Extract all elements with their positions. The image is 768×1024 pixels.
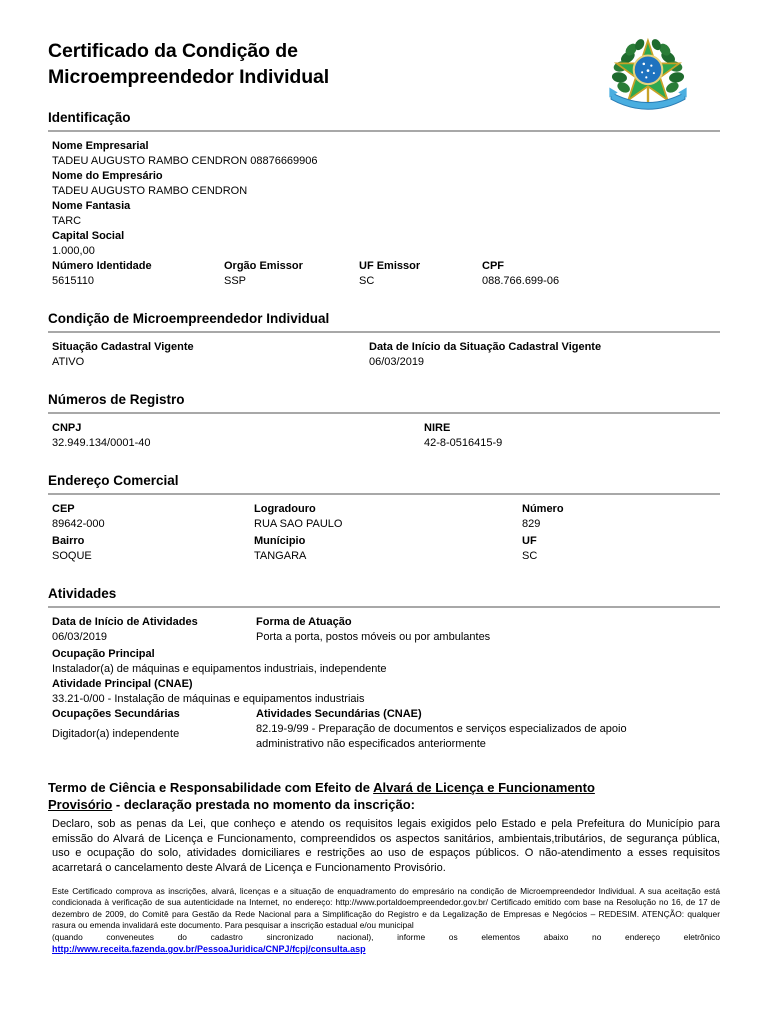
- field-cnpj: [52, 421, 150, 451]
- field-value: TADEU AUGUSTO RAMBO CENDRON 08876669906: [52, 155, 318, 167]
- termo-title-underlined-2: Provisório: [48, 797, 113, 812]
- section-divider: [48, 493, 720, 495]
- field-label: Nome Fantasia: [52, 200, 131, 212]
- field-label: Atividade Principal (CNAE): [52, 678, 193, 690]
- termo-title-underlined-1: Alvará de Licença e Funcionamento: [373, 780, 595, 795]
- section-divider: [48, 130, 720, 132]
- termo-title-part-1: Termo de Ciência e Responsabilidade com Efeito de: [48, 780, 374, 795]
- field-label: Ocupação Principal: [52, 648, 155, 660]
- atividades-row-1: [48, 615, 720, 647]
- field-label: Nome do Empresário: [52, 170, 163, 182]
- field-bairro: [52, 534, 92, 564]
- field-value: 829: [522, 518, 541, 530]
- field-numero: [522, 502, 564, 532]
- field-ocupacoes-secundarias: [52, 707, 247, 742]
- field-value: 06/03/2019: [369, 356, 425, 368]
- termo-title: [48, 779, 720, 813]
- field-value: 33.21-0/00 - Instalação de máquinas e equipamentos industriais: [52, 693, 365, 705]
- field-atividade-principal-cnae: [52, 677, 720, 707]
- section-divider: [48, 606, 720, 608]
- field-label: Número Identidade: [52, 260, 152, 272]
- field-label: Ocupações Secundárias: [52, 708, 180, 720]
- identificacao-fields: [48, 139, 720, 259]
- field-value: Digitador(a) independente: [52, 728, 180, 740]
- field-municipio: [254, 534, 306, 564]
- field-label: Capital Social: [52, 230, 125, 242]
- field-label: UF Emissor: [359, 260, 421, 272]
- atividades-principal: [48, 647, 720, 707]
- field-value: 06/03/2019: [52, 631, 108, 643]
- field-value: 89642-000: [52, 518, 105, 530]
- field-cep: [52, 502, 105, 532]
- field-value: RUA SAO PAULO: [254, 518, 343, 530]
- section-heading-endereco: Endereço Comercial: [48, 473, 179, 488]
- section-heading-registro: Números de Registro: [48, 392, 185, 407]
- field-value: Instalador(a) de máquinas e equipamentos industriais, independente: [52, 663, 387, 675]
- field-value: SOQUE: [52, 550, 92, 562]
- field-label: CEP: [52, 503, 75, 515]
- field-ocupacao-principal: [52, 647, 720, 677]
- termo-declaracao-text: Declaro, sob as penas da Lei, que conheço e atendo os requisitos legais exigidos pelo Estado e pela Prefeitura do Município para emissão do Alvará de Licença e Funcionamento, compreendidos os aspectos sanitários, ambientais,tributários, de segurança pública, uso e ocupação do solo, atividades domiciliares e restrições ao uso de espaços públicos. O não-atendimento a esses requisitos acarretará o cancelamento deste Alvará de Licença e Funcionamento Provisório.: [52, 818, 720, 874]
- field-orgao-emissor: [224, 259, 303, 289]
- field-uf: [522, 534, 537, 564]
- field-value: 5615110: [52, 275, 95, 287]
- field-label: UF: [522, 535, 537, 547]
- field-label: Orgão Emissor: [224, 260, 303, 272]
- registro-fields: [48, 421, 720, 453]
- section-divider: [48, 331, 720, 333]
- field-label: Situação Cadastral Vigente: [52, 341, 194, 353]
- field-label: Munícipio: [254, 535, 306, 547]
- page-title-line-1: Certificado da Condição de: [48, 40, 298, 62]
- atividades-secundarias-row: [48, 707, 720, 753]
- termo-title-part-2: - declaração prestada no momento da inscrição:: [112, 797, 415, 812]
- section-divider: [48, 412, 720, 414]
- endereco-row-1: [48, 502, 720, 534]
- field-nome-empresarial: [52, 139, 720, 169]
- field-label: Logradouro: [254, 503, 316, 515]
- fineprint-paragraph-2: (quando conveneutes do cadastro sincronizado nacional), informe os elementos abaixo no endereço eletrônico: [52, 931, 720, 942]
- termo-section: [48, 779, 720, 955]
- field-value: SC: [359, 275, 375, 287]
- field-value: ATIVO: [52, 356, 85, 368]
- field-label: Nome Empresarial: [52, 140, 149, 152]
- field-label: Bairro: [52, 535, 85, 547]
- endereco-row-2: [48, 534, 720, 566]
- section-heading-condicao: Condição de Microempreendedor Individual: [48, 311, 330, 326]
- receita-federal-consulta-link[interactable]: http://www.receita.fazenda.gov.br/PessoaJuridica/CNPJ/fcpj/consulta.asp: [52, 944, 366, 955]
- field-nome-empresario: [52, 169, 720, 199]
- field-data-inicio-situacao: [369, 340, 601, 370]
- field-label: Forma de Atuação: [256, 616, 352, 628]
- field-label: Atividades Secundárias (CNAE): [256, 708, 422, 720]
- condicao-fields: [48, 340, 720, 372]
- field-atividades-secundarias-cnae: [256, 707, 676, 752]
- fineprint-paragraph-1: Este Certificado comprova as inscrições, alvará, licenças e a situação de enquadramento do empresário na condição de Microempreendedor Individual. A sua aceitação está condicionada à verificação de sua autenticidade na Internet, no endereço: http://www.portaldoempreendedor.gov.br/ Certificado emitido com base na Resolução no 16, de 17 de dezembro de 2009, do Comitê para Gestão da Rede Nacional para a Simplificação do Registro e da Legalização de Empresas e Negócios – REDESIM. ATENÇÃO: qualquer rasura ou emenda invalidará este documento. Para pesquisar a inscrição estadual e/ou municipal: [52, 886, 720, 931]
- field-value: TANGARA: [254, 550, 307, 562]
- field-value: 32.949.134/0001-40: [52, 437, 151, 449]
- field-label: Data de Início de Atividades: [52, 616, 198, 628]
- document-header: [48, 0, 720, 90]
- field-value: TADEU AUGUSTO RAMBO CENDRON: [52, 185, 248, 197]
- field-nome-fantasia: [52, 199, 720, 229]
- field-value: 42-8-0516415-9: [424, 437, 503, 449]
- field-value: TARC: [52, 215, 82, 227]
- field-label: CPF: [482, 260, 504, 272]
- field-uf-emissor: [359, 259, 420, 289]
- field-situacao-cadastral: [52, 340, 194, 370]
- brazil-coat-of-arms-icon: [606, 32, 690, 116]
- field-value: SSP: [224, 275, 247, 287]
- field-logradouro: [254, 502, 342, 532]
- page-title: [48, 38, 568, 90]
- field-label: NIRE: [424, 422, 451, 434]
- field-value: 82.19-9/99 - Preparação de documentos e serviços especializados de apoio administrativo não especificados anteriormente: [256, 723, 627, 750]
- termo-fineprint: [48, 886, 720, 955]
- identificacao-document-row: [48, 259, 720, 291]
- field-value: SC: [522, 550, 538, 562]
- field-nire: [424, 421, 502, 451]
- field-value: 088.766.699-06: [482, 275, 560, 287]
- page-title-line-2: Microempreendedor Individual: [48, 66, 330, 88]
- field-value: Porta a porta, postos móveis ou por ambulantes: [256, 631, 491, 643]
- field-cpf: [482, 259, 559, 289]
- field-capital-social: [52, 229, 720, 259]
- field-label: Número: [522, 503, 564, 515]
- field-forma-atuacao: [256, 615, 490, 645]
- field-numero-identidade: [52, 259, 152, 289]
- section-heading-atividades: Atividades: [48, 586, 117, 601]
- field-value: 1.000,00: [52, 245, 95, 257]
- field-label: Data de Início da Situação Cadastral Vigente: [369, 341, 602, 353]
- field-label: CNPJ: [52, 422, 82, 434]
- field-data-inicio-atividades: [52, 615, 198, 645]
- section-heading-identificacao: Identificação: [48, 110, 131, 125]
